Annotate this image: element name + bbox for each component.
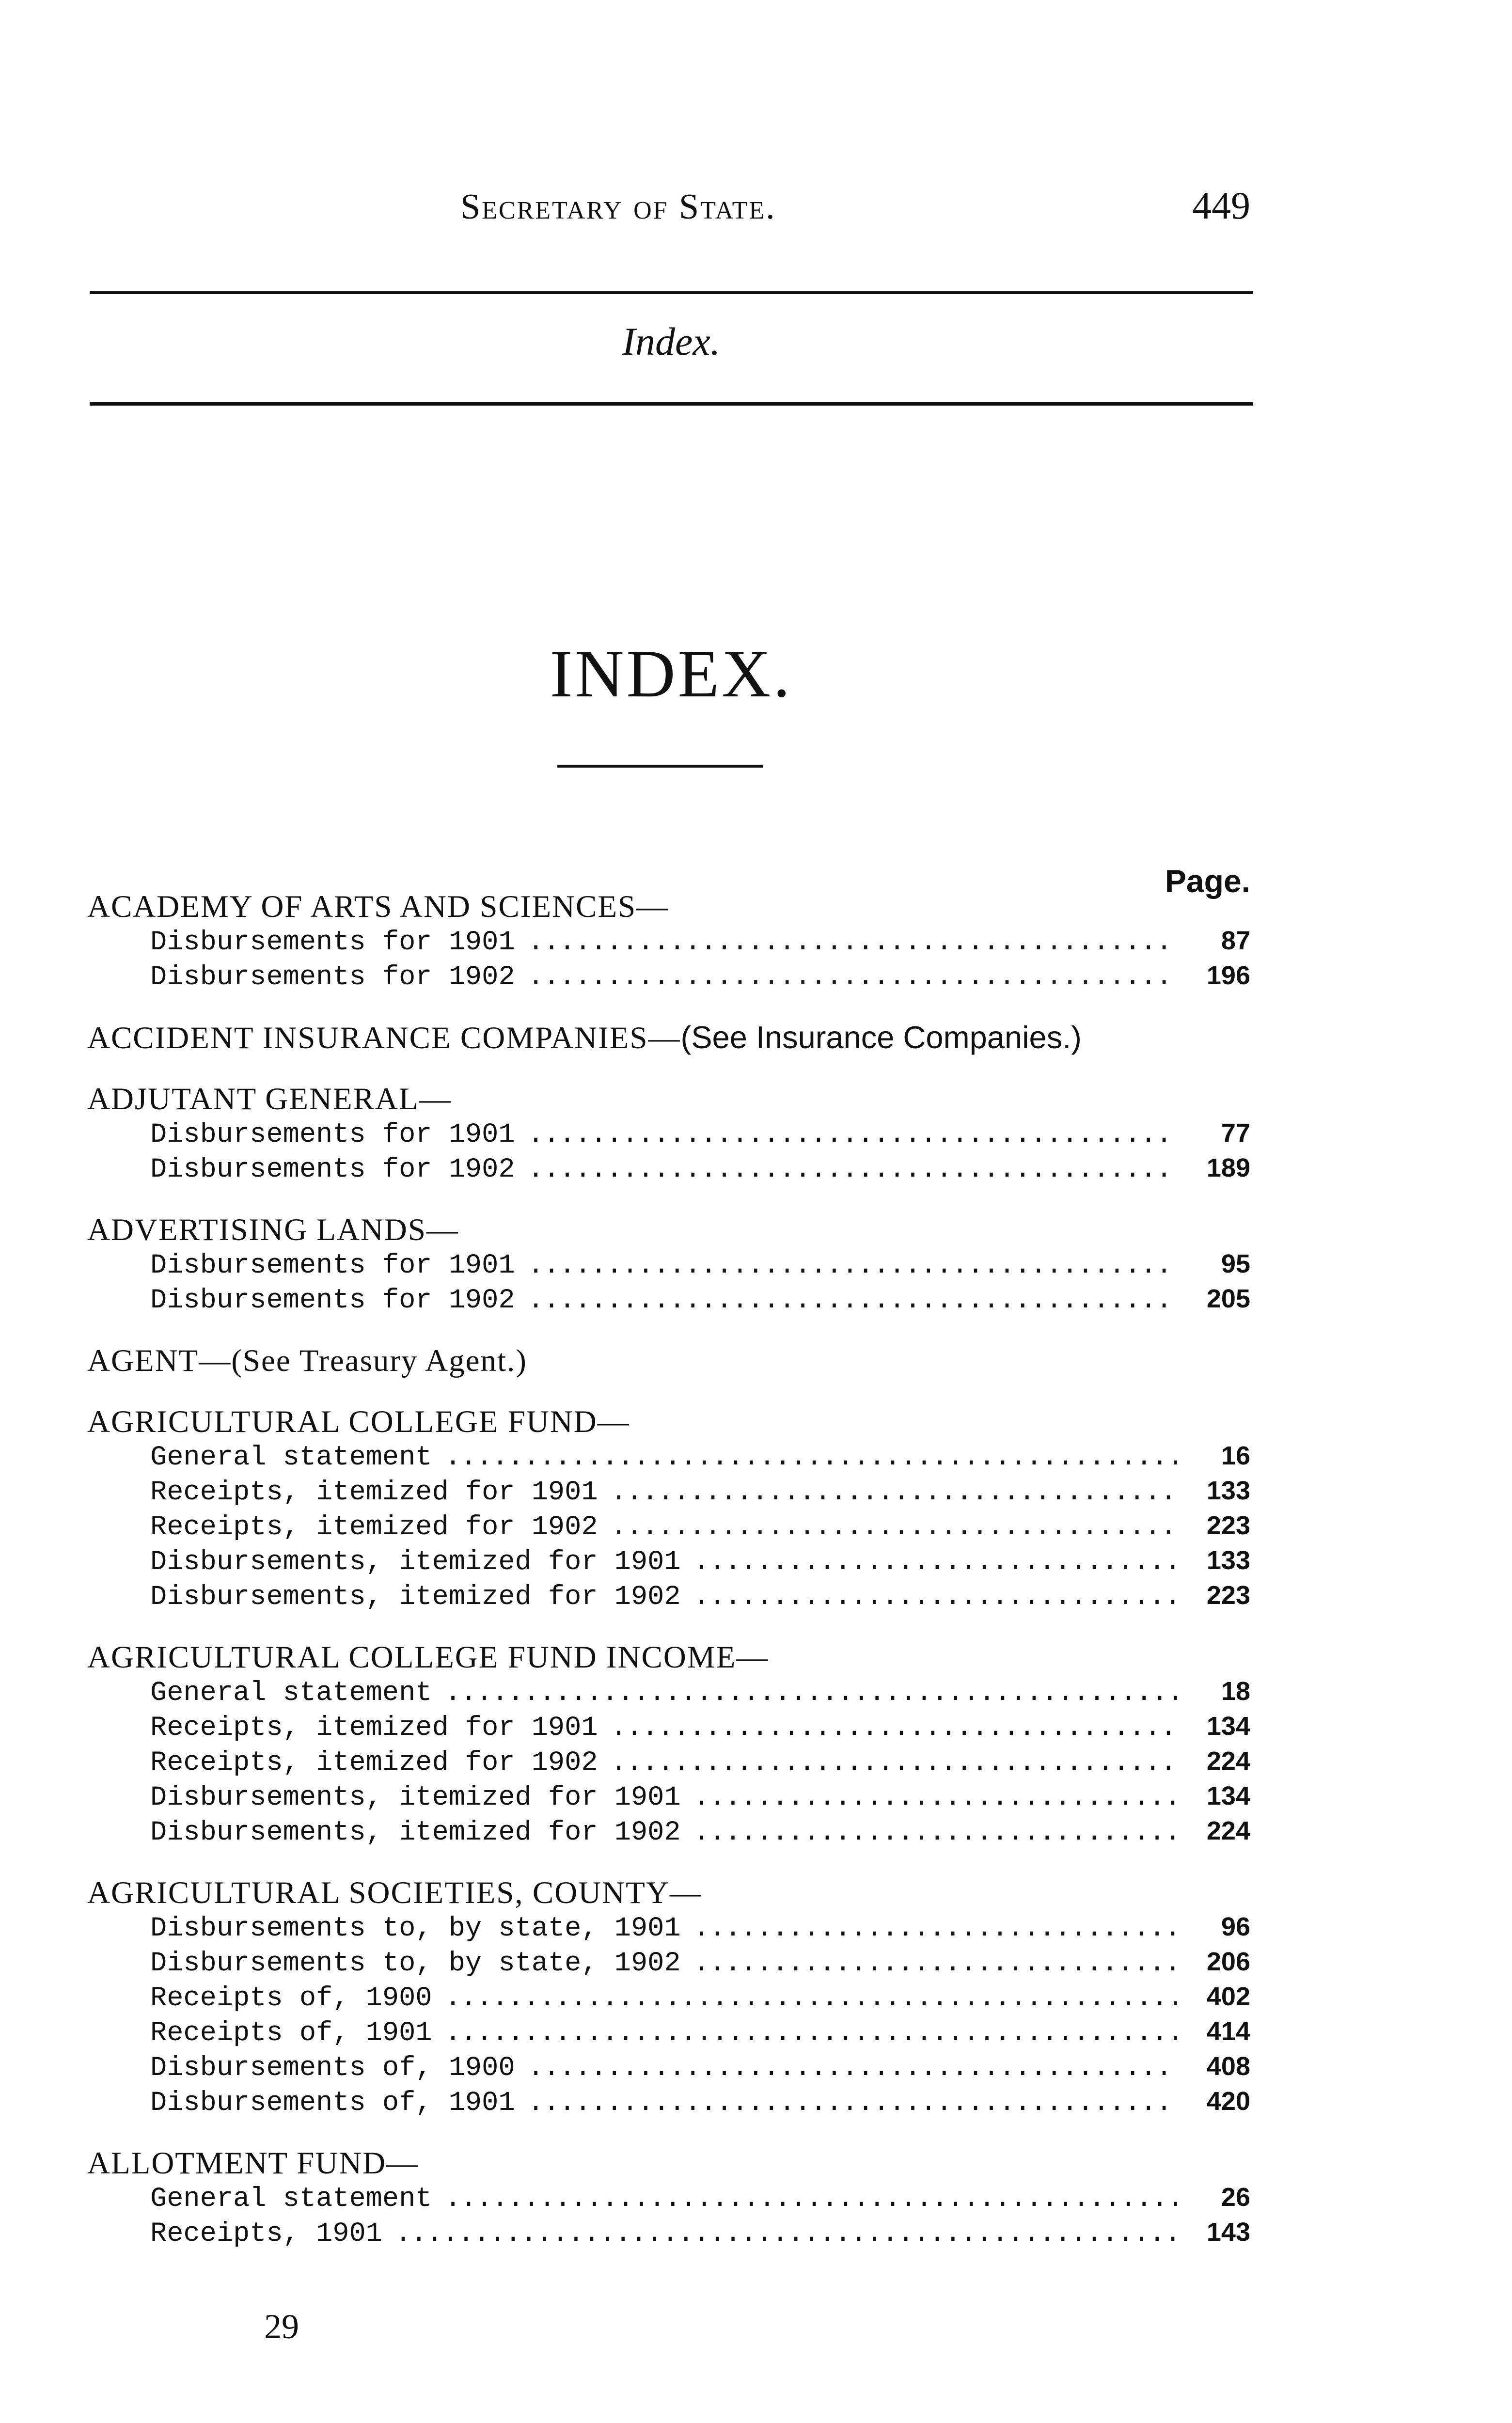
entry-label: Disbursements for 1902	[150, 1154, 515, 1185]
entry-label: General statement	[150, 1442, 432, 1473]
index-entry	[87, 2050, 1250, 2085]
dot-leader	[445, 1982, 1178, 2015]
index-group	[87, 1404, 1250, 1614]
index-entry	[87, 1247, 1250, 1282]
dot-leader	[693, 1781, 1178, 1814]
entry-page-number: 133	[1206, 1476, 1250, 1505]
index-heading	[87, 1082, 1250, 1117]
index-heading	[87, 1343, 1250, 1378]
entry-page-number: 196	[1206, 961, 1250, 990]
dot-leader	[528, 2052, 1178, 2085]
index-heading	[87, 1404, 1250, 1439]
index-entry	[87, 1814, 1250, 1849]
index-entry	[87, 1945, 1250, 1980]
index-heading-text: ALLOTMENT FUND—	[87, 2146, 419, 2181]
dot-leader	[693, 1816, 1178, 1849]
index-entry	[87, 1980, 1250, 2015]
entry-page-number: 143	[1206, 2218, 1250, 2247]
section-heading: Index.	[622, 319, 721, 363]
entry-page-number: 18	[1221, 1677, 1250, 1706]
entry-page-number: 205	[1206, 1284, 1250, 1313]
entry-label: Receipts, 1901	[150, 2218, 382, 2250]
index-entry	[87, 2181, 1250, 2216]
index-entry	[87, 1282, 1250, 1317]
dot-leader	[611, 1746, 1178, 1779]
dot-leader	[445, 2183, 1178, 2216]
index-entry	[87, 959, 1250, 994]
entry-page-number: 206	[1206, 1947, 1250, 1976]
index-entry	[87, 1710, 1250, 1745]
dot-leader	[528, 2087, 1178, 2120]
entry-page-number: 223	[1206, 1581, 1250, 1610]
dot-leader	[528, 1284, 1178, 1317]
index-heading-text: AGRICULTURAL COLLEGE FUND INCOME—	[87, 1640, 769, 1675]
see-reference: (See Insurance Companies.)	[680, 1020, 1082, 1055]
entry-label: General statement	[150, 2184, 432, 2215]
page-title: INDEX.	[550, 636, 793, 711]
index-entry	[87, 1509, 1250, 1544]
entry-page-number: 134	[1206, 1781, 1250, 1810]
entry-label: Receipts, itemized for 1901	[150, 1477, 598, 1508]
entry-label: Receipts, itemized for 1902	[150, 1747, 598, 1778]
entry-label: Disbursements for 1901	[150, 1250, 515, 1281]
entry-label: Disbursements to, by state, 1901	[150, 1913, 681, 1944]
index-list	[87, 889, 1250, 2277]
index-entry	[87, 1474, 1250, 1509]
index-heading	[87, 1640, 1250, 1675]
dot-leader	[528, 926, 1178, 959]
entry-page-number: 87	[1221, 926, 1250, 955]
dot-leader	[693, 1581, 1178, 1614]
index-entry	[87, 1117, 1250, 1151]
dot-leader	[528, 961, 1178, 994]
header-rule-bottom	[90, 402, 1253, 406]
entry-label: Disbursements of, 1901	[150, 2088, 515, 2119]
index-entry	[87, 1910, 1250, 1945]
index-heading-text: ACCIDENT INSURANCE COMPANIES—	[87, 1021, 681, 1055]
index-group	[87, 1212, 1250, 1317]
entry-label: Disbursements to, by state, 1902	[150, 1948, 681, 1979]
index-heading-text: ACADEMY OF ARTS AND SCIENCES—	[87, 889, 669, 924]
index-heading	[87, 1020, 1250, 1055]
dot-leader	[611, 1476, 1178, 1509]
entry-page-number: 96	[1221, 1912, 1250, 1941]
entry-page-number: 26	[1221, 2183, 1250, 2212]
index-entry	[87, 2015, 1250, 2050]
index-heading	[87, 1212, 1250, 1247]
entry-label: Disbursements, itemized for 1901	[150, 1547, 681, 1578]
entry-label: Receipts, itemized for 1902	[150, 1512, 598, 1543]
entry-label: Receipts of, 1901	[150, 2018, 432, 2049]
entry-page-number: 402	[1206, 1982, 1250, 2011]
index-entry	[87, 1745, 1250, 1779]
dot-leader	[445, 1441, 1178, 1474]
entry-label: Receipts, itemized for 1901	[150, 1713, 598, 1744]
dot-leader	[611, 1712, 1178, 1745]
entry-label: Receipts of, 1900	[150, 1983, 432, 2014]
index-entry	[87, 1544, 1250, 1579]
dot-leader	[693, 1947, 1178, 1980]
index-heading-text: AGENT—(See Treasury Agent.)	[87, 1343, 527, 1378]
dot-leader	[528, 1118, 1178, 1151]
page-column-label: Page.	[1165, 863, 1250, 899]
entry-label: Disbursements, itemized for 1902	[150, 1582, 681, 1613]
entry-page-number: 223	[1206, 1511, 1250, 1540]
dot-leader	[693, 1546, 1178, 1579]
entry-page-number: 420	[1206, 2087, 1250, 2116]
entry-page-number: 189	[1206, 1153, 1250, 1182]
entry-label: Disbursements for 1901	[150, 1119, 515, 1150]
index-entry	[87, 1579, 1250, 1614]
entry-label: Disbursements for 1902	[150, 962, 515, 993]
entry-page-number: 95	[1221, 1249, 1250, 1278]
dot-leader	[445, 1677, 1178, 1710]
entry-page-number: 16	[1221, 1441, 1250, 1470]
dot-leader	[693, 1912, 1178, 1945]
index-heading	[87, 889, 1250, 924]
index-group	[87, 889, 1250, 994]
entry-label: General statement	[150, 1678, 432, 1709]
index-group	[87, 1082, 1250, 1186]
entry-page-number: 134	[1206, 1712, 1250, 1741]
dot-leader	[395, 2218, 1178, 2250]
header-rule-top	[90, 291, 1253, 294]
entry-label: Disbursements, itemized for 1902	[150, 1817, 681, 1848]
index-group	[87, 1875, 1250, 2120]
dot-leader	[528, 1249, 1178, 1282]
entry-page-number: 408	[1206, 2052, 1250, 2081]
entry-label: Disbursements for 1901	[150, 927, 515, 958]
entry-label: Disbursements for 1902	[150, 1285, 515, 1316]
index-group	[87, 1020, 1250, 1055]
index-entry	[87, 2216, 1250, 2250]
title-rule	[557, 765, 763, 768]
dot-leader	[445, 2017, 1178, 2050]
index-entry	[87, 1151, 1250, 1186]
index-entry	[87, 1675, 1250, 1710]
index-entry	[87, 1779, 1250, 1814]
index-entry	[87, 1439, 1250, 1474]
running-head: Secretary of State.	[460, 187, 776, 227]
dot-leader	[611, 1511, 1178, 1544]
index-group	[87, 1343, 1250, 1378]
index-heading-text: AGRICULTURAL COLLEGE FUND—	[87, 1404, 630, 1439]
index-group	[87, 2146, 1250, 2250]
entry-label: Disbursements, itemized for 1901	[150, 1782, 681, 1813]
entry-page-number: 224	[1206, 1816, 1250, 1845]
entry-label: Disbursements of, 1900	[150, 2053, 515, 2084]
page-number: 449	[1192, 185, 1250, 227]
index-group	[87, 1640, 1250, 1849]
entry-page-number: 77	[1221, 1118, 1250, 1148]
index-entry	[87, 2085, 1250, 2120]
entry-page-number: 133	[1206, 1546, 1250, 1575]
index-entry	[87, 924, 1250, 959]
index-heading-text: ADVERTISING LANDS—	[87, 1212, 459, 1247]
index-heading-text: AGRICULTURAL SOCIETIES, COUNTY—	[87, 1875, 702, 1910]
entry-page-number: 414	[1206, 2017, 1250, 2046]
index-heading	[87, 2146, 1250, 2181]
index-heading-text: ADJUTANT GENERAL—	[87, 1082, 452, 1117]
index-heading	[87, 1875, 1250, 1910]
dot-leader	[528, 1153, 1178, 1186]
entry-page-number: 224	[1206, 1746, 1250, 1776]
signature-mark: 29	[264, 2307, 299, 2346]
